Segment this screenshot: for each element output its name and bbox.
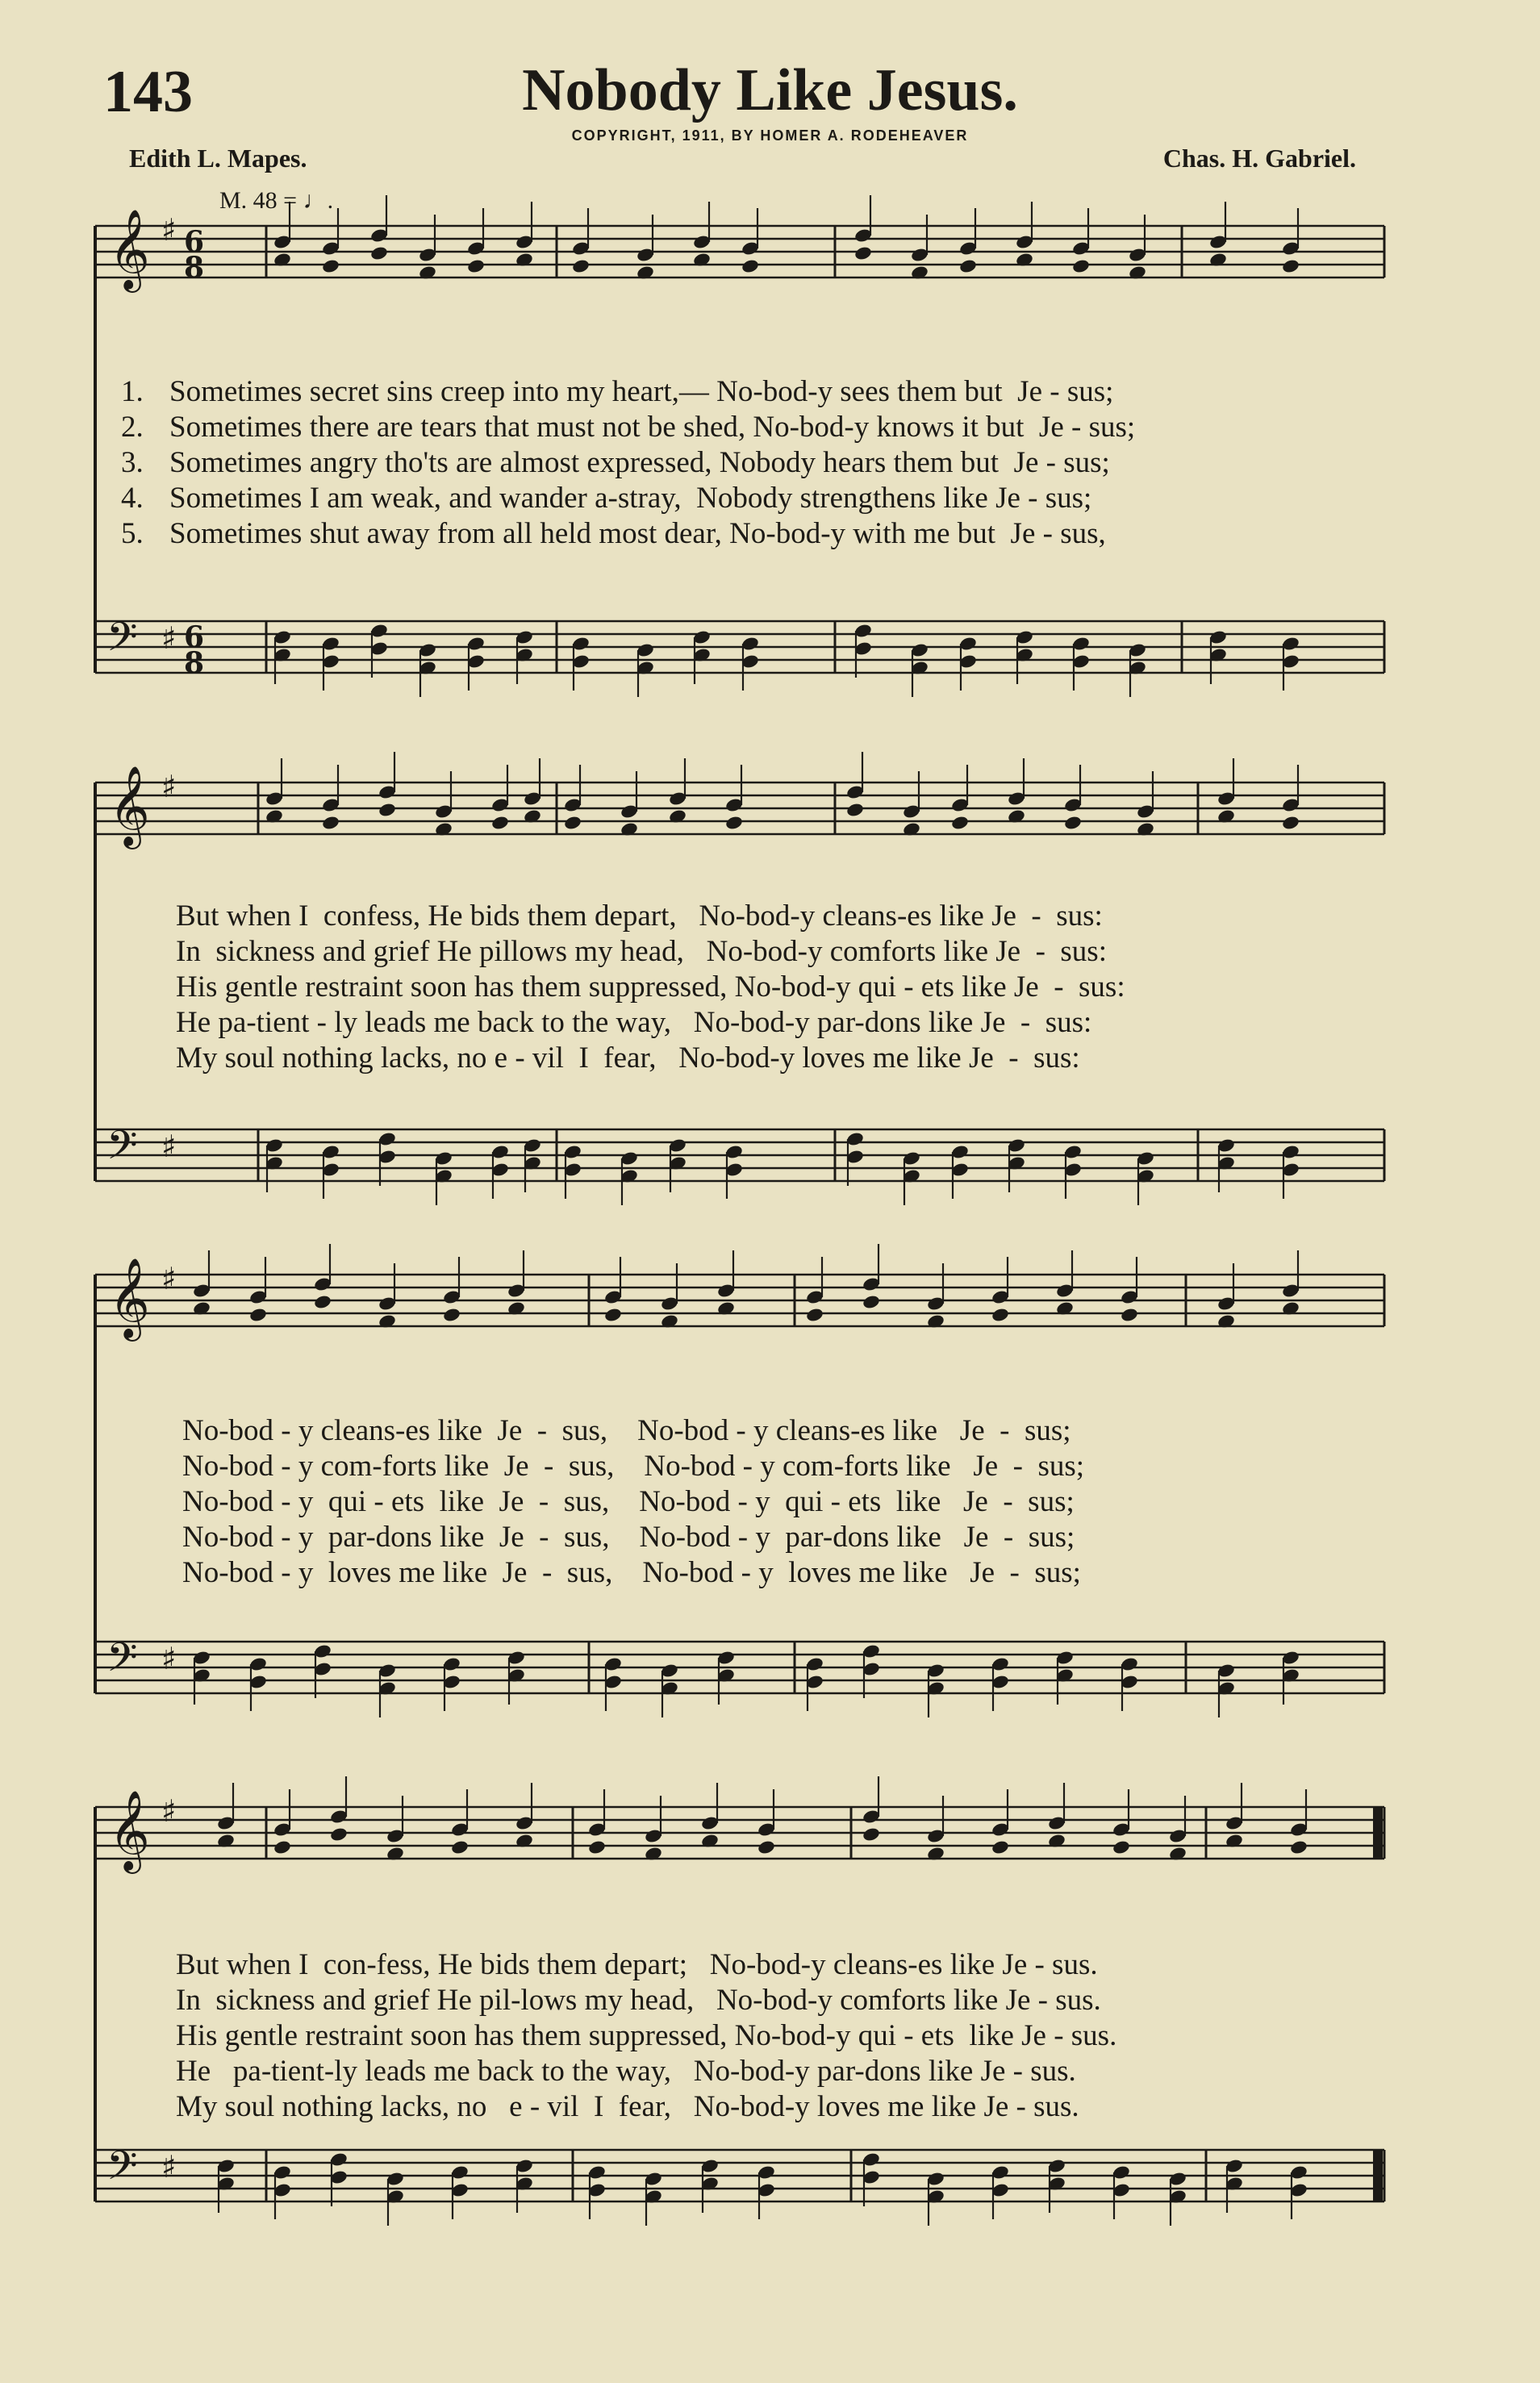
- time-signature: 8: [184, 251, 205, 285]
- note-head: [1112, 1839, 1131, 1855]
- note-head: [950, 815, 970, 831]
- key-signature: ♯: [161, 769, 177, 804]
- lyric-line: But when I confess, He bids them depart, No-bod-y cleans-es like Je - sus:: [176, 899, 1103, 933]
- lyric-line: Sometimes I am weak, and wander a-stray, Nobody strengthens like Je - sus;: [169, 482, 1092, 515]
- key-signature: ♯: [161, 620, 177, 656]
- lyric-line: No-bod - y cleans-es like Je - sus, No-bod - y cleans-es like Je - sus;: [182, 1414, 1071, 1447]
- note-head: [1071, 258, 1091, 274]
- lyric-line: Sometimes angry tho'ts are almost expressed, Nobody hears them but Je - sus;: [169, 446, 1110, 479]
- tempo-marking: M. 48 = ♩.: [219, 187, 334, 214]
- note-head: [741, 258, 760, 274]
- verse-number: 4.: [121, 482, 144, 515]
- note-head: [845, 802, 865, 818]
- note-head: [378, 802, 397, 818]
- lyric-line: Sometimes there are tears that must not be shed, No-bod-y knows it but Je - sus;: [169, 411, 1136, 444]
- note-head: [329, 1826, 348, 1843]
- note-head: [1281, 258, 1300, 274]
- note-head: [369, 245, 389, 261]
- note-head: [466, 258, 486, 274]
- composer-credit: Chas. H. Gabriel.: [1162, 144, 1356, 173]
- note-head: [490, 815, 510, 831]
- lyric-line: He pa-tient - ly leads me back to the way, No-bod-y par-dons like Je - sus:: [176, 1006, 1092, 1039]
- treble-clef: 𝄞: [109, 209, 150, 290]
- verse-number: 2.: [121, 411, 144, 444]
- key-signature: ♯: [161, 2149, 177, 2185]
- lyric-line: But when I con-fess, He bids them depart; No-bod-y cleans-es like Je - sus.: [176, 1948, 1098, 1981]
- copyright-notice: COPYRIGHT, 1911, BY HOMER A. RODEHEAVER: [571, 127, 969, 144]
- lyric-line: My soul nothing lacks, no e - vil I fear, No-bod-y loves me like Je - sus.: [176, 2090, 1079, 2123]
- key-signature: ♯: [161, 212, 177, 248]
- lyric-line: Sometimes shut away from all held most dear, No-bod-y with me but Je - sus,: [169, 517, 1106, 550]
- hymn-title: Nobody Like Jesus.: [522, 57, 1018, 123]
- time-signature: 8: [184, 646, 205, 680]
- lyric-line: He pa-tient-ly leads me back to the way, No-bod-y par-dons like Je - sus.: [176, 2055, 1076, 2088]
- lyric-line: His gentle restraint soon has them suppressed, No-bod-y qui - ets like Je - sus:: [176, 970, 1125, 1004]
- note-head: [603, 1307, 623, 1323]
- note-head: [587, 1839, 607, 1855]
- key-signature: ♯: [161, 1641, 177, 1676]
- final-bar: [1373, 1807, 1383, 1859]
- note-head: [1289, 1839, 1308, 1855]
- note-head: [273, 1839, 292, 1855]
- verse-number: 1.: [121, 375, 144, 408]
- note-head: [724, 815, 744, 831]
- verse-number: 3.: [121, 446, 144, 479]
- note-head: [1281, 815, 1300, 831]
- lyric-line: His gentle restraint soon has them suppressed, No-bod-y qui - ets like Je - sus.: [176, 2019, 1117, 2052]
- note-head: [313, 1294, 332, 1310]
- treble-clef: 𝄞: [109, 766, 150, 846]
- lyric-line: Sometimes secret sins creep into my heart,— No-bod-y sees them but Je - sus;: [169, 375, 1114, 408]
- key-signature: ♯: [161, 1793, 177, 1829]
- bass-clef: 𝄢: [106, 614, 138, 670]
- time-signature: 6: [184, 225, 205, 259]
- lyric-line: In sickness and grief He pillows my head, No-bod-y comforts like Je - sus:: [176, 935, 1107, 968]
- note-head: [958, 258, 978, 274]
- lyric-line: My soul nothing lacks, no e - vil I fear, No-bod-y loves me like Je - sus:: [176, 1041, 1080, 1075]
- verse-number: 5.: [121, 517, 144, 550]
- bass-clef: 𝄢: [106, 1634, 138, 1691]
- lyric-line: No-bod - y loves me like Je - sus, No-bod - y loves me like Je - sus;: [182, 1556, 1081, 1589]
- note-head: [563, 815, 582, 831]
- treble-clef: 𝄞: [109, 1258, 150, 1338]
- note-head: [991, 1307, 1010, 1323]
- note-head: [991, 1839, 1010, 1855]
- note-head: [1063, 815, 1083, 831]
- note-head: [862, 1294, 881, 1310]
- note-head: [450, 1839, 470, 1855]
- lyricist-credit: Edith L. Mapes.: [129, 144, 307, 173]
- time-signature: 6: [184, 620, 205, 654]
- note-head: [321, 258, 340, 274]
- final-bar: [1373, 2150, 1383, 2201]
- note-head: [805, 1307, 824, 1323]
- lyric-line: No-bod - y par-dons like Je - sus, No-bod - y par-dons like Je - sus;: [182, 1521, 1075, 1554]
- lyric-line: No-bod - y com-forts like Je - sus, No-bod - y com-forts like Je - sus;: [182, 1450, 1085, 1483]
- note-head: [442, 1307, 461, 1323]
- key-signature: ♯: [161, 1129, 177, 1164]
- note-head: [757, 1839, 776, 1855]
- lyric-line: No-bod - y qui - ets like Je - sus, No-bod - y qui - ets like Je - sus;: [182, 1485, 1075, 1518]
- note-head: [321, 815, 340, 831]
- key-signature: ♯: [161, 1261, 177, 1296]
- note-head: [1120, 1307, 1139, 1323]
- bass-clef: 𝄢: [106, 1122, 138, 1179]
- note-head: [862, 1826, 881, 1843]
- note-head: [571, 258, 591, 274]
- note-head: [248, 1307, 268, 1323]
- bass-clef: 𝄢: [106, 2143, 138, 2199]
- hymn-number: 143: [103, 59, 193, 125]
- lyric-line: In sickness and grief He pil-lows my head, No-bod-y comforts like Je - sus.: [176, 1984, 1101, 2017]
- note-head: [853, 245, 873, 261]
- treble-clef: 𝄞: [109, 1790, 150, 1871]
